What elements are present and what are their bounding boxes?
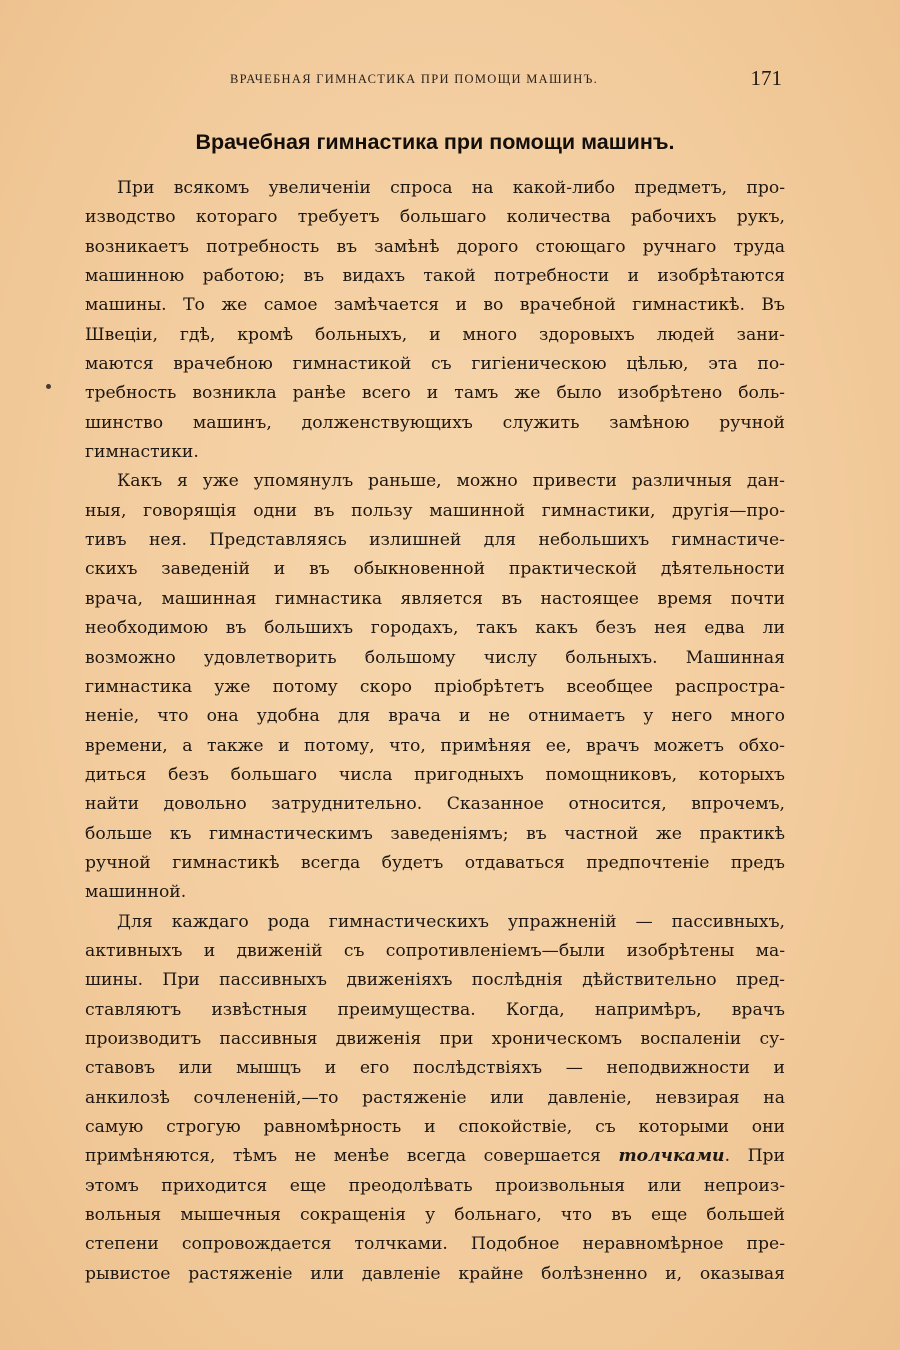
text-line: ставляютъ извѣстныя преимущества. Когда, напримѣръ, врачъ (85, 999, 785, 1020)
text-line: рывистое растяженiе или давленiе крайне болѣзненно и, оказывая (85, 1263, 785, 1284)
section-title: Врачебная гимнастика при помощи машинъ. (195, 130, 675, 154)
text-line: машинной. (85, 882, 187, 903)
text-line: самую строгую равномѣрность и спокойствiе, съ которыми они (85, 1117, 785, 1137)
text-line: найти довольно затруднительно. Сказанное относится, впрочемъ, (85, 794, 785, 815)
text-line: этомъ приходится еще преодолѣвать произвольныя или непроиз- (85, 1175, 785, 1196)
text-line: изводство котораго требуетъ большаго количества рабочихъ рукъ, (85, 207, 785, 228)
page-number: 171 (750, 66, 782, 90)
text-line: тивъ нея. Представляясь излишней для небольшихъ гимнастиче- (85, 530, 785, 551)
text-line: больше къ гимнастическимъ заведенiямъ; въ частной же практикѣ (85, 823, 785, 844)
text-line: времени, а также и потому, что, примѣняя ее, врачъ можетъ обхо- (85, 735, 785, 756)
margin-dot (46, 384, 51, 389)
text-line: машины. То же самое замѣчается и во врачебной гимнастикѣ. Въ (85, 295, 785, 316)
text-line: анкилозѣ сочлененiй,—то растяженiе или давленiе, невзирая на (85, 1087, 785, 1108)
paragraph-1 (85, 174, 785, 467)
emphasized-word: толчками (618, 1146, 725, 1167)
text-line-with-emphasis (85, 1142, 785, 1171)
text-line: шины. При пассивныхъ движенiяхъ послѣднiя дѣйствительно пред- (85, 970, 785, 991)
text-line: возможно удовлетворить большому числу больныхъ. Машинная (85, 647, 785, 668)
text-line: врача, машинная гимнастика является въ настоящее время почти (85, 588, 785, 609)
paragraph-2 (85, 467, 785, 907)
text-line: степени сопровождается толчками. Подобное неравномѣрное пре- (85, 1234, 785, 1255)
text-line: вольныя мышечныя сокращенiя у больнаго, что въ еще большей (85, 1205, 785, 1226)
paragraph-3 (85, 908, 785, 1289)
text-line: ныя, говорящiя одни въ пользу машинной гимнастики, другiя—про- (85, 500, 785, 521)
text-line: Для каждаго рода гимнастическихъ упражненiй — пассивныхъ, (117, 911, 785, 932)
text-line: маются врачебною гимнастикой съ гигiеническою цѣлью, эта по- (85, 354, 785, 375)
text-line: производитъ пассивныя движенiя при хроническомъ воспаленiи су- (85, 1028, 785, 1049)
text-line: необходимою въ большихъ городахъ, такъ какъ безъ нея едва ли (85, 618, 785, 639)
text-line: возникаетъ потребность въ замѣнѣ дорого стоющаго ручнаго труда (85, 236, 785, 257)
text-line: гимнастика уже потому скоро прiобрѣтетъ всеобщее распростра- (85, 676, 785, 697)
text-line: требность возникла ранѣе всего и тамъ же было изобрѣтено боль- (85, 383, 785, 404)
text-segment: . При (724, 1146, 785, 1167)
body-text (85, 174, 785, 1289)
running-header: ВРАЧЕБНАЯ ГИМНАСТИКА ПРИ ПОМОЩИ МАШИНЪ. (230, 72, 599, 86)
text-line: Швецiи, гдѣ, кромѣ больныхъ, и много здоровыхъ людей зани- (85, 324, 785, 345)
text-line: ручной гимнастикѣ всегда будетъ отдаваться предпочтенiе предъ (85, 852, 785, 873)
text-line: При всякомъ увеличенiи спроса на какой-либо предметъ, про- (117, 178, 785, 198)
text-line: ненiе, что она удобна для врача и не отнимаетъ у него много (85, 706, 785, 727)
text-line: гимнастики. (85, 442, 199, 463)
text-line: Какъ я уже упомянулъ раньше, можно привести различныя дан- (117, 471, 785, 492)
text-line: диться безъ большаго числа пригодныхъ помощниковъ, которыхъ (85, 764, 785, 785)
text-line: скихъ заведенiй и въ обыкновенной практической дѣятельности (85, 559, 785, 580)
text-line: ставовъ или мышцъ и его послѣдствiяхъ — неподвижности и (85, 1058, 785, 1079)
text-segment: примѣняются, тѣмъ не менѣе всегда совершается (85, 1146, 601, 1167)
text-line: машинною работою; въ видахъ такой потребности и изобрѣтаются (85, 266, 785, 287)
text-line: шинство машинъ, долженствующихъ служить замѣною ручной (85, 412, 785, 433)
text-line: активныхъ и движенiй съ сопротивленiемъ—были изобрѣтены ма- (85, 940, 785, 961)
